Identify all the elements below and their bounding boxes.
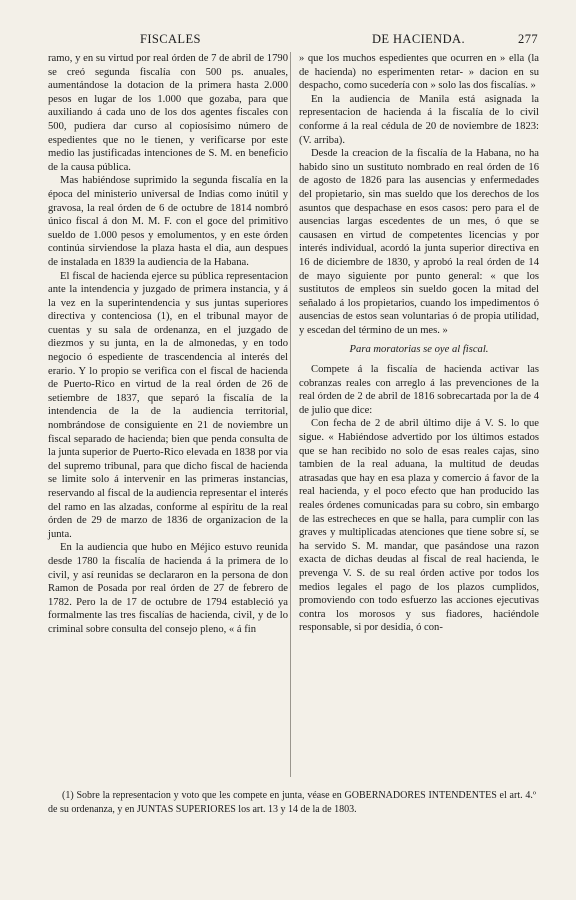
paragraph: » que los muchos espedientes que ocurren en » ella (la de hacienda) no esperimenten retar- » dacion en su despacho, como sucedería con » solo las dos fiscalías. » bbox=[299, 53, 539, 92]
left-column bbox=[48, 52, 288, 637]
running-header bbox=[40, 32, 540, 50]
paragraph: Mas habiéndose suprimido la segunda fiscalía en la época del ministerio universal de Indias como inútil y gravosa, la real órden de 6 de octubre de 1814 nombró único fiscal á don M. M. F. con el goce del primitivo sueldo de 1.000 pesos y emolumentos, y en este órden continúa sirviendose la plaza hasta el dia, aun despues de instalada en 1839 la audiencia de la Habana. bbox=[48, 175, 288, 268]
paragraph: En la audiencia que hubo en Méjico estuvo reunida desde 1780 la fiscalía de hacienda á la primera de lo civil, y así reunidas se declararon en la persona de don Ramon de Posada por real órden de 27 de febrero de 1782. Pero la de 17 de octubre de 1794 estableció ya formalmente las tres fiscalías de hacienda, civil, y de lo criminal sobre consulta del consejo pleno, « á fin bbox=[48, 542, 288, 635]
paragraph: Compete á la fiscalía de hacienda activar las cobranzas reales con arreglo á las prevenciones de la real órden de 2 de abril de 1816 sobrecartada por la de 4 de julio que dice: bbox=[299, 364, 539, 416]
column-divider bbox=[290, 52, 291, 777]
section-subheading: Para moratorias se oye al fiscal. bbox=[349, 344, 489, 356]
paragraph: El fiscal de hacienda ejerce su pública representacion ante la intendencia y juzgado de primera instancia, y á la vez en la superintendencia y sus juntas superiores directiva y contenciosa (1), en el tribunal mayor de cuentas y su sala de ordenanza, en el juzgado de diezmos y su junta, en la de almonedas, y en todo negocio ó espediente de trascendencia al interés del erario. Y lo propio se verifica con el fiscal de hacienda de Puerto-Rico en virtud de la real órden de 26 de setiembre de 1837, que separó la fiscalía de la intendencia de la de la audiencia territorial, nombrándose de consiguiente en 21 de noviembre un fiscal separado de hacienda; bien que penda consulta de la junta superior de Puerto-Rico elevada en 1838 por via del supremo tribunal, para que dicho fiscal de hacienda se limite solo á intervenir en las primeras instancias, reservando al fiscal de la audiencia representar el interés del ramo en las alzadas, conforme al espíritu de la real órden de 29 de marzo de 1836 de organizacion de la junta. bbox=[48, 270, 288, 540]
header-left: FISCALES bbox=[140, 32, 201, 46]
right-column bbox=[299, 52, 539, 635]
paragraph: ramo, y en su virtud por real órden de 7 de abril de 1790 se creó segunda fiscalía con 500 ps. anuales, aumentándose la dotacion de la primera hasta 2.000 pesos en lugar de los 1.000 que gozaba, para que auxiliando á cada uno de los dos agentes fiscales con 500, pudiera dar curso al copiosísimo número de espedientes que no le tienen, y verificarse por este medio las justificadas intenciones de S. M. en beneficio de la causa pública. bbox=[48, 53, 288, 173]
page-number: 277 bbox=[518, 32, 538, 46]
paragraph: En la audiencia de Manila está asignada la representacion de hacienda á la fiscalía de lo civil conforme á la real cédula de 20 de noviembre de 1823: (V. arriba). bbox=[299, 93, 539, 146]
paragraph: Desde la creacion de la fiscalía de la Habana, no ha habido sino un sustituto nombrado en real órden de 16 de agosto de 1826 para las ausencias y enfermedades del propietario, sin mas sueldo que los derechos de los asuntos que despachase en esos casos: pero para el de ausencias largas escedentes de un mes, ó que se causasen en virtud de competentes licencias y por interés individual, acordó la junta superior directiva en 16 de diciembre de 1830, y aprobó la real órden de 14 de mayo siguiente por punto general: « que los sustitutos de empleos sin sueldo gocen la mitad del señalado á los propietarios, cuando los impedimentos ó ausencias de estos sean voluntarias ó de propia utilidad, y escedan del término de un mes. » bbox=[299, 148, 539, 336]
paragraph: Con fecha de 2 de abril último dije á V. S. lo que sigue. « Habiéndose advertido por los últimos estados que se han recibido no solo de esas reales cajas, sino tambien de la real aduana, la multitud de deudas atrasadas que hay en esa plaza y comercio á favor de la real hacienda, y el poco efecto que han producido las reales órdenes comunicadas para su cobro, sin embargo de las estrecheces en que se halla, para cumplir con las graves y multiplicadas atenciones que tiene sobre sí, se ha servido S. M. mandar, que pasándose una razon exacta de dichas deudas al fiscal de real hacienda, le prevenga V. S. de su real órden active por todos los medios legales el pago de los plazos cumplidos, promoviendo con todo esfuerzo las acciones ejecutivas contra los morosos y sus fiadores, haciéndole responsable, si por desidia, ó con- bbox=[299, 418, 539, 634]
header-right: DE HACIENDA. bbox=[372, 32, 465, 46]
footnote: (1) Sobre la representacion y voto que les compete en junta, véase en GOBERNADORES INTENDENTES el art. 4.º de su ordenanza, y en JUNTAS SUPERIORES los art. 13 y 14 de la de 1803. bbox=[48, 790, 536, 815]
